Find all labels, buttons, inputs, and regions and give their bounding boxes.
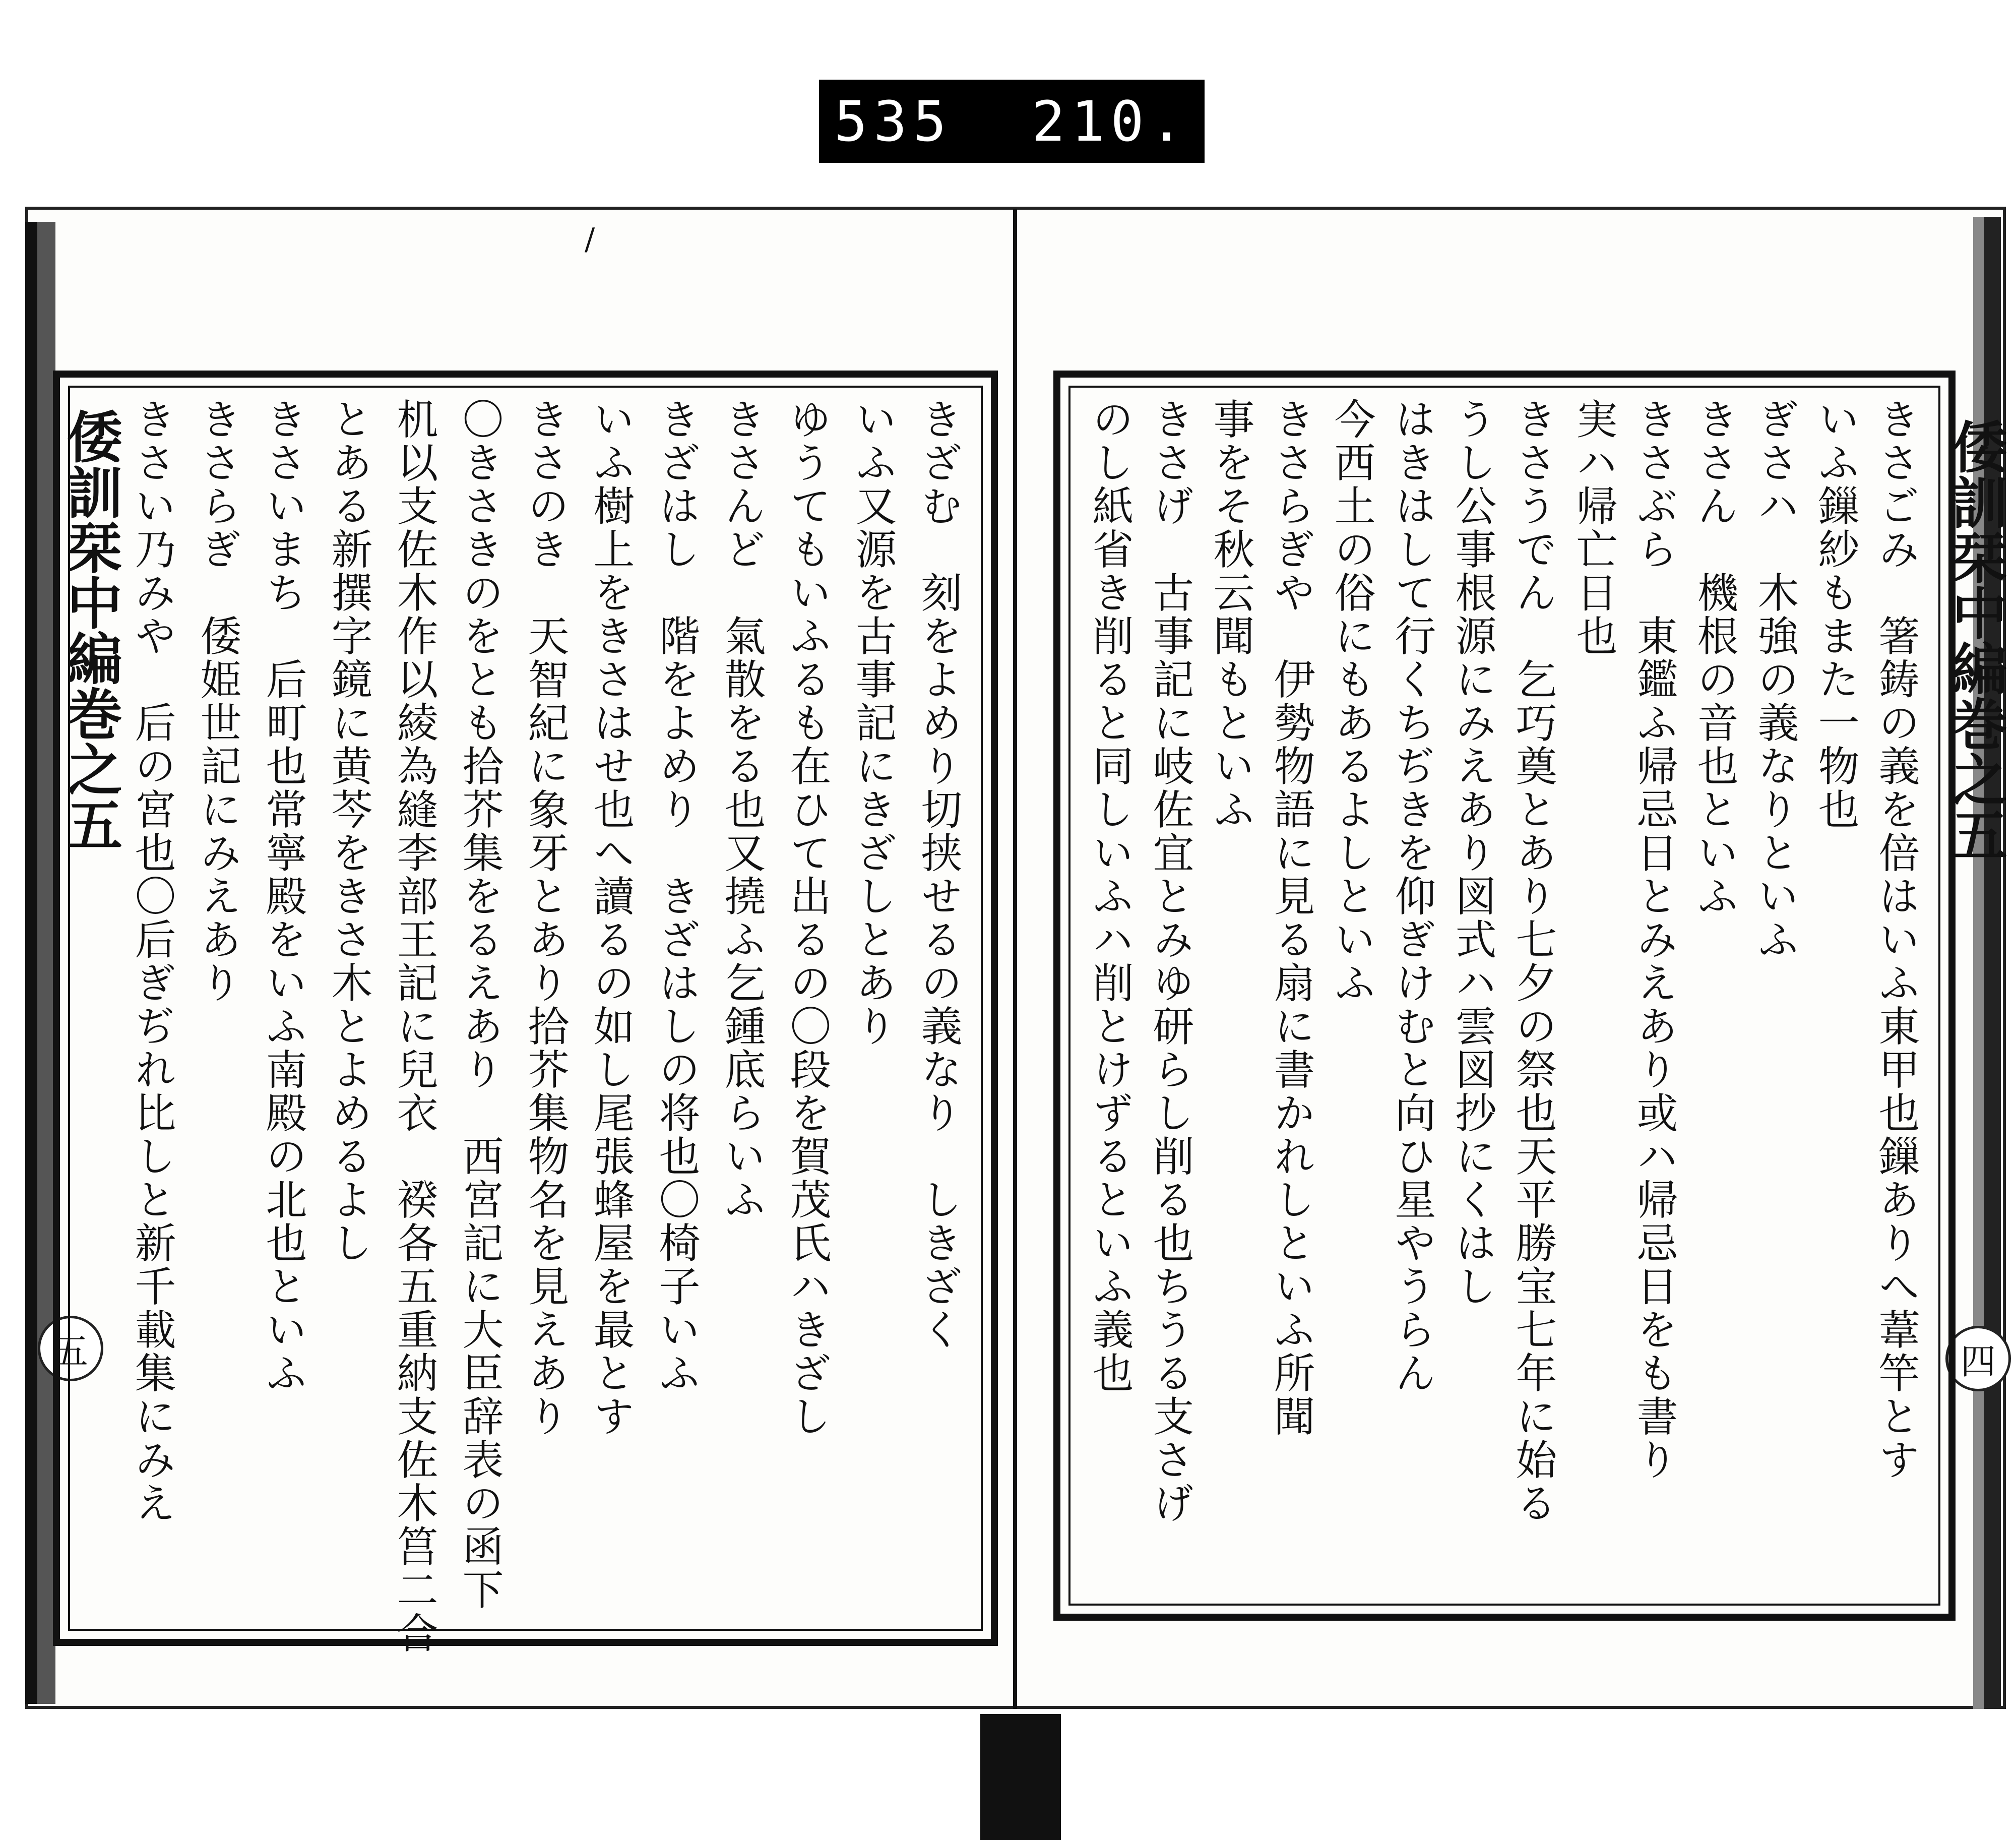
right-margin-title: 倭訓栞中編巻之五 xyxy=(1943,418,2008,862)
left-column-7: きさのき 天智紀に象牙とあり拾芥集物名を見えあり xyxy=(521,398,569,1438)
left-column-11: きさいまち 后町也常寧殿をいふ南殿の北也といふ xyxy=(259,398,307,1395)
right-column-7: きさうでん 乞巧奠とあり七夕の祭也天平勝宝七年に始る xyxy=(1509,398,1557,1525)
archive-label-right: 210. xyxy=(1032,89,1189,154)
left-column-1: きざむ 刻をよめり切挟せるの義なり しきざく xyxy=(914,398,962,1352)
left-column-13: きさい乃みや 后の宮也〇后ぎぢれ比しと新千載集にみえ xyxy=(128,398,176,1525)
left-column-3: ゆうてもいふるも在ひて出るの〇段を賀茂氏ハきざし xyxy=(783,398,831,1438)
gutter-line xyxy=(1013,209,1017,1709)
right-column-1: きさごみ 箸鋳の義を倍はいふ東甲也鏁ありへ葦竿とす xyxy=(1872,398,1920,1482)
right-inner-border xyxy=(1068,386,1940,1606)
right-column-3: ぎさハ 木強の義なりといふ xyxy=(1751,398,1799,961)
right-text-frame xyxy=(1053,371,1956,1621)
right-column-12: 事をそ秋云聞もといふ xyxy=(1207,398,1254,831)
right-column-11: きさらぎや 伊勢物語に見る扇に書かれしといふ所聞 xyxy=(1267,398,1315,1438)
left-column-9: 机以支佐木作以綾為縫李部王記に兒衣 䙆各五重納支佐木筥二合 xyxy=(390,398,438,1655)
left-column-4: きさんど 氣散をる也又撓ふ乞鍾底らいふ xyxy=(718,398,766,1221)
archive-label xyxy=(819,80,1205,163)
right-column-6: 実ハ帰亡日也 xyxy=(1569,398,1617,658)
right-column-8: うし公事根源にみえあり図式ハ雲図抄にくはし xyxy=(1448,398,1496,1308)
right-column-9: はきはして行くちぢきを仰ぎけむと向ひ星やうらん xyxy=(1388,398,1436,1395)
archive-label-left: 535 xyxy=(834,89,953,154)
left-text-frame xyxy=(53,371,998,1655)
right-column-4: きさん 機根の音也といふ xyxy=(1690,398,1738,918)
right-column-13: きさげ 古事記に岐佐宜とみゆ研らし削る也ちうる支さげ xyxy=(1146,398,1194,1525)
right-column-10: 今西土の俗にもあるよしといふ xyxy=(1328,398,1375,1005)
left-column-2: いふ又源を古事記にきざしとあり xyxy=(849,398,897,1048)
right-column-5: きさぶら 東鑑ふ帰忌日とみえあり或ハ帰忌日をも書り xyxy=(1630,398,1678,1482)
left-column-5: きざはし 階をよめり きざはしの将也〇椅子いふ xyxy=(652,398,700,1395)
left-column-10: とある新撰字鏡に黄芩をきさ木とよめるよし xyxy=(325,398,372,1265)
left-column-6: いふ樹上をきさはせ也へ讀るの如し尾張蜂屋を最とす xyxy=(587,398,635,1438)
left-margin-title: 倭訓栞中編巻之五 xyxy=(58,408,123,852)
left-column-12: きさらぎ 倭姫世記にみえあり xyxy=(194,398,241,1005)
left-column-8: 〇きさきのをとも拾芥集をるえあり 西宮記に大臣辞表の函下 xyxy=(456,398,503,1612)
left-page-number-text: 五 xyxy=(53,1330,88,1372)
right-column-2: いふ鏁紗もまた一物也 xyxy=(1811,398,1859,831)
ink-mark: / xyxy=(585,222,595,257)
right-column-14: のし紙省き削ると同しいふハ削とけずるといふ義也 xyxy=(1086,398,1133,1395)
right-page-number-text: 四 xyxy=(1961,1340,1996,1382)
gutter-shadow xyxy=(980,1714,1061,1840)
